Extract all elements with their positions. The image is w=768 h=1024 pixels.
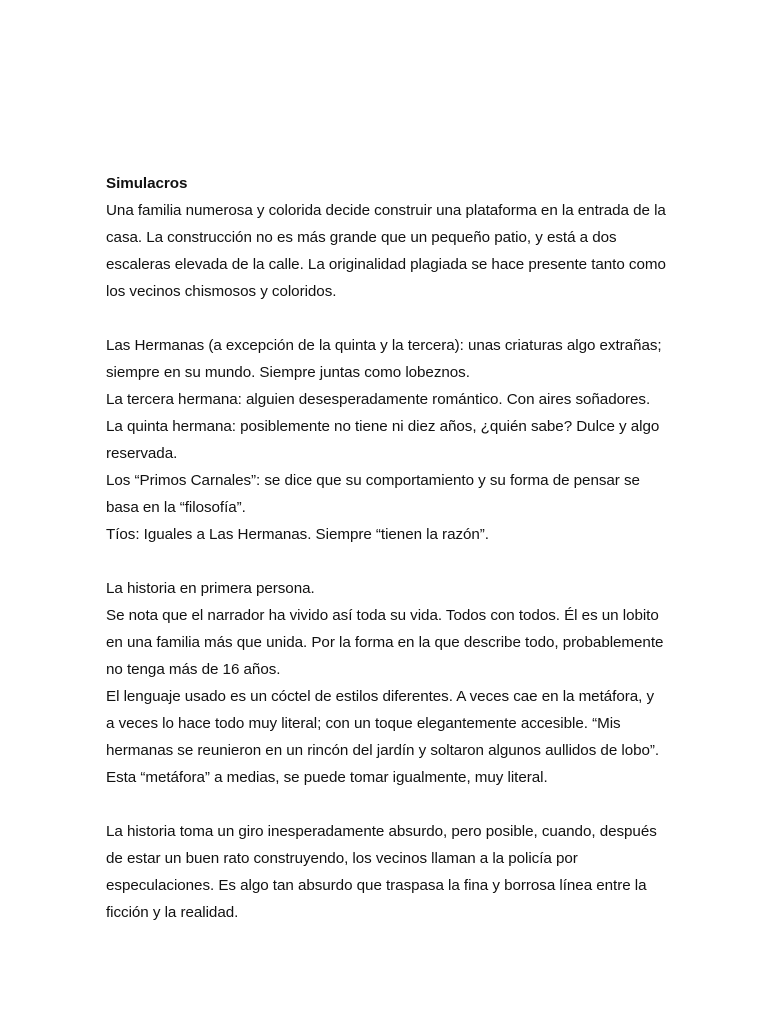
paragraph-primera-persona: La historia en primera persona.: [106, 580, 315, 597]
document-page: [106, 170, 666, 926]
paragraph-spacer: [106, 305, 666, 332]
paragraph-tios: Tíos: Iguales a Las Hermanas. Siempre “tienen la razón”.: [106, 526, 489, 543]
paragraph-giro: La historia toma un giro inesperadamente absurdo, pero posible, cuando, después de estar un buen rato construyendo, los vecinos llaman a la policía por especulaciones. Es algo tan absurdo que traspasa la fina y borrosa línea entre la ficción y la realidad.: [106, 823, 657, 921]
paragraph-hermanas: Las Hermanas (a excepción de la quinta y la tercera): unas criaturas algo extrañas; siempre en su mundo. Siempre juntas como lobeznos.: [106, 337, 662, 381]
paragraph-spacer: [106, 548, 666, 575]
paragraph-intro: Una familia numerosa y colorida decide construir una plataforma en la entrada de la casa. La construcción no es más grande que un pequeño patio, y está a dos escaleras elevada de la calle. La originalidad plagiada se hace presente tanto como los vecinos chismosos y coloridos.: [106, 202, 666, 300]
paragraph-tercera-hermana: La tercera hermana: alguien desesperadamente romántico. Con aires soñadores.: [106, 391, 651, 408]
paragraph-spacer: [106, 791, 666, 818]
paragraph-narrador: Se nota que el narrador ha vivido así toda su vida. Todos con todos. Él es un lobito en una familia más que unida. Por la forma en la que describe todo, probablemente no tenga más de 16 años.: [106, 607, 664, 678]
paragraph-primos: Los “Primos Carnales”: se dice que su comportamiento y su forma de pensar se basa en la “filosofía”.: [106, 472, 640, 516]
paragraph-quinta-hermana: La quinta hermana: posiblemente no tiene ni diez años, ¿quién sabe? Dulce y algo reservada.: [106, 418, 660, 462]
paragraph-lenguaje: El lenguaje usado es un cóctel de estilos diferentes. A veces cae en la metáfora, y a veces lo hace todo muy literal; con un toque elegantemente accesible. “Mis hermanas se reunieron en un rincón del jardín y soltaron algunos aullidos de lobo”. Esta “metáfora” a medias, se puede tomar igualmente, muy literal.: [106, 688, 660, 786]
document-title: Simulacros: [106, 175, 188, 192]
